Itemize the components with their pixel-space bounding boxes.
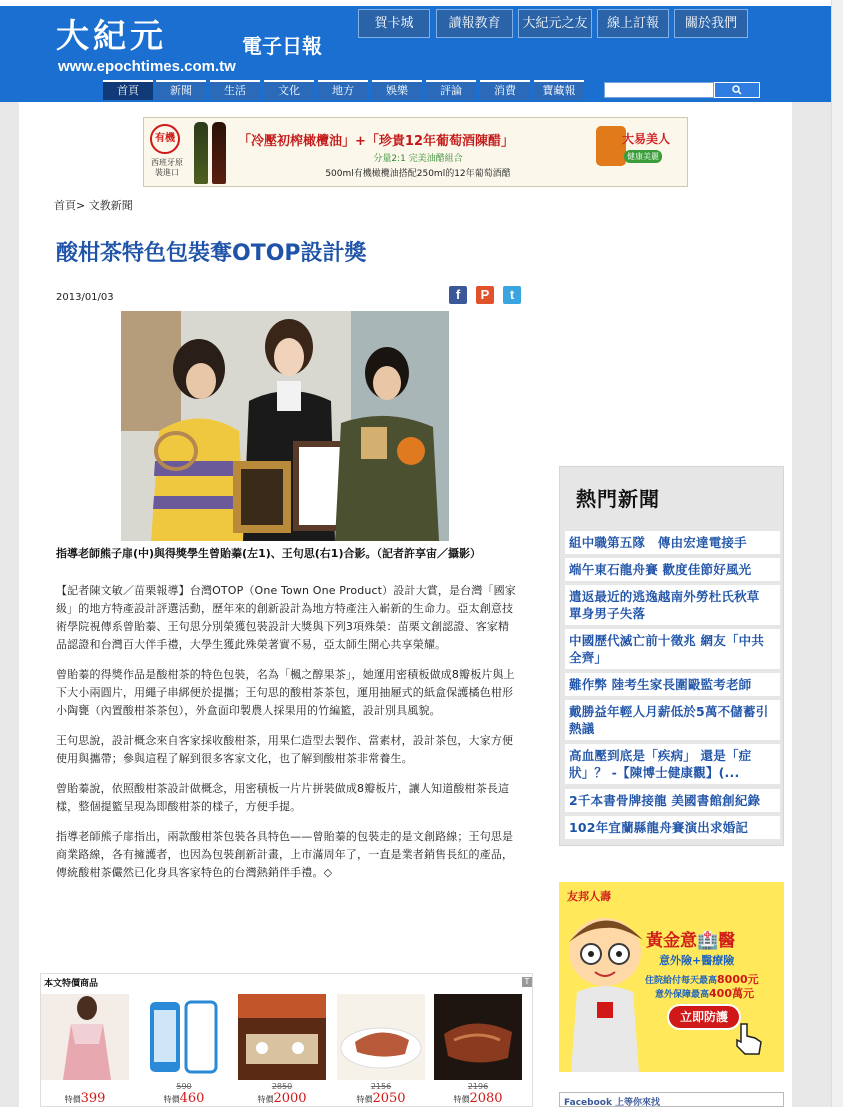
price-value: 2080 (469, 1091, 503, 1106)
logo-edition-text: 電子日報 (242, 34, 322, 58)
main-nav-news[interactable]: 新聞 (156, 80, 206, 100)
award-photo-illustration (121, 311, 449, 541)
top-nav-about[interactable]: 關於我們 (674, 9, 748, 38)
product-old-price: 590 (176, 1082, 192, 1091)
insurance-subhead: 意外險+醫療險 (659, 954, 735, 967)
product-old-price: 2156 (370, 1082, 392, 1091)
facebook-widget-title: Facebook 上等你來找 (564, 1098, 661, 1107)
breadcrumb-home[interactable]: 首頁 (54, 199, 76, 212)
price-value: 2050 (372, 1091, 406, 1106)
product-price (238, 1091, 326, 1106)
product-steak-image (434, 994, 522, 1080)
product-card[interactable] (337, 994, 425, 1106)
ad-subline: 分量2:1 完美油醋組合 (373, 154, 463, 164)
hot-news-item[interactable]: 高血壓到底是「疾病」 還是「症狀」？ -【陳博士健康觀】(... (565, 744, 780, 784)
main-nav-opinion[interactable]: 評論 (426, 80, 476, 100)
olive-oil-bottle-icon (194, 122, 208, 184)
hot-news-title: 熱門新聞 (576, 487, 660, 511)
insurance-line-1-text: 住院給付每天最高 (645, 976, 718, 986)
ad-brand-tagline: 健康美麗 (624, 150, 662, 163)
main-nav-consumer[interactable]: 消費 (480, 80, 530, 100)
search-button[interactable] (714, 82, 760, 98)
hot-news-item[interactable]: 2千本書骨牌接龍 美國書館創紀錄 (565, 789, 780, 812)
breadcrumb-section[interactable]: 文教新聞 (88, 199, 133, 212)
site-header (0, 0, 843, 102)
product-dress-image (41, 994, 129, 1080)
products-title: 本文特價商品 (44, 979, 99, 989)
product-card[interactable] (238, 994, 326, 1106)
breadcrumb (54, 197, 133, 213)
vinegar-bottle-icon (212, 122, 226, 184)
insurance-line-2-amount: 400萬元 (709, 987, 754, 1000)
product-price (41, 1091, 129, 1106)
article-title: 酸柑茶特色包裝奪OTOP設計獎 (56, 241, 367, 266)
hot-news-panel (559, 466, 784, 846)
insurance-line-1-amount: 8000元 (717, 973, 759, 986)
product-old-price: 2196 (467, 1082, 489, 1091)
main-nav-treasure[interactable]: 寶藏報 (534, 80, 584, 100)
hot-news-item[interactable]: 中國歷代滅亡前十徵兆 網友「中共全齊」 (565, 629, 780, 669)
search-icon (732, 85, 742, 95)
article-paragraph: 【記者陳文敏／苗栗報導】台灣OTOP（One Town One Product）設計大賞，是台灣「國家級」的地方特產設計評選活動，歷年來的創新設計為地方特產注入嶄新的生命力。亞太創意技術學院視傳系曾貽蓁、王句思分別榮獲包裝設計大獎與下列3項殊榮：苗栗文創認證、客家精品認證和台灣百大伴手禮，大學生獲此殊榮著實不易，亞太師生開心共享榮耀。 (56, 584, 516, 651)
product-price (140, 1091, 228, 1106)
products-info-icon[interactable]: T (522, 977, 532, 987)
product-old-price: 2850 (271, 1082, 293, 1091)
header-top-line (0, 0, 843, 6)
article-date: 2013/01/03 (56, 292, 114, 303)
olive-oil-ad-banner[interactable] (143, 117, 688, 187)
insurance-line-2-text: 意外保障最高 (655, 990, 710, 1000)
product-price (434, 1091, 522, 1106)
facebook-widget (559, 1092, 784, 1107)
main-nav-entertainment[interactable]: 娛樂 (372, 80, 422, 100)
article-paragraph: 曾貽蓁的得獎作品是酸柑茶的特色包裝，名為「楓之醇果茶」，她運用密積板做成8瓣板片與上下大小兩圓片，用繩子串綁便於提攜；王句思的酸柑茶茶包，運用抽屜式的紙盒保護橘色柑形小陶甕（內置酸柑茶茶包），外盒面印製農人採果用的竹編籃，設計別具風貌。 (56, 668, 515, 717)
hot-news-item[interactable]: 102年宜蘭縣龍舟賽演出求婚記 (565, 816, 780, 839)
product-phone-case-image (140, 994, 228, 1080)
facebook-icon[interactable]: f (449, 286, 467, 304)
article-paragraph: 曾貽蓁說，依照酸柑茶設計做概念，用密積板一片片拼裝做成8瓣板片，讓人知道酸柑茶長這樣，整個提籃呈現為即酸柑茶的樣子，方便手提。 (56, 782, 510, 813)
hot-news-item[interactable]: 遣返最近的逃逸越南外勞杜氏秋草 單身男子失落 (565, 585, 780, 625)
price-label: 特價 (257, 1095, 274, 1104)
ad-headline: 「冷壓初榨橄欖油」+「珍貴12年葡萄酒陳醋」 (238, 134, 514, 149)
main-nav-culture[interactable]: 文化 (264, 80, 314, 100)
insurance-headline: 黃金意🏥醫 (646, 931, 736, 951)
organic-badge: 有機 (150, 124, 180, 154)
logo-url-text: www.epochtimes.com.tw (58, 58, 236, 75)
top-nav-subscribe[interactable]: 線上訂報 (597, 9, 669, 38)
page-scrollbar[interactable] (831, 0, 843, 1107)
hot-news-item[interactable]: 組中職第五隊 傳由宏達電接手 (565, 531, 780, 554)
breadcrumb-separator: > (76, 199, 86, 212)
insurance-ad[interactable] (559, 882, 784, 1072)
origin-label: 西班牙原裝進口 (151, 158, 183, 177)
top-nav-greeting-cards[interactable]: 賀卡城 (358, 9, 430, 38)
related-products (40, 973, 533, 1107)
top-nav-friends[interactable]: 大紀元之友 (518, 9, 592, 38)
photo-caption: 指導老師熊子扉(中)與得獎學生曾貽蓁(左1)、王句思(右1)合影。（記者許享宙／攝影） (56, 547, 481, 560)
price-label: 特價 (356, 1095, 373, 1104)
logo-brand-text: 大紀元 (56, 16, 167, 55)
article-paragraph: 指導老師熊子扉指出，兩款酸柑茶包裝各具特色——曾貽蓁的包裝走的是文創路線；王句思是商業路線，各有擁護者，也因為包裝創新計畫，上市滿周年了，一直是業者銷售長紅的產品，傳統酸柑茶儼然已化身具客家特色的台灣熱銷伴手禮。◇ (56, 830, 514, 879)
product-card[interactable] (140, 994, 228, 1106)
insurance-line-2 (655, 985, 754, 1001)
product-card[interactable] (434, 994, 522, 1106)
price-label: 特價 (163, 1095, 180, 1104)
ad-subline-2: 500ml有機橄欖油搭配250ml的12年葡萄酒醋 (325, 169, 511, 179)
cartoon-character-icon (561, 906, 651, 1072)
hot-news-item[interactable]: 戴勝益年輕人月薪低於5萬不儲蓄引熱議 (565, 700, 780, 740)
top-nav-education[interactable]: 讀報教育 (436, 9, 513, 38)
article-paragraph: 王句思說，設計概念來自客家採收酸柑茶，用果仁造型去製作、當素材，設計茶包，大家方便使用與攜帶；參與這程了解到很多客家文化，也了解到酸柑茶非常養生。 (56, 734, 514, 765)
article-photo (121, 311, 449, 541)
main-nav-local[interactable]: 地方 (318, 80, 368, 100)
search-input[interactable] (604, 82, 714, 98)
hot-news-item[interactable]: 難作弊 陸考生家長圍毆監考老師 (565, 673, 780, 696)
product-price (337, 1091, 425, 1106)
product-card[interactable] (41, 994, 129, 1106)
main-nav-life[interactable]: 生活 (210, 80, 260, 100)
hot-news-item[interactable]: 端午東石龍舟賽 歡度佳節好風光 (565, 558, 780, 581)
pointer-hand-icon (735, 1022, 765, 1056)
insurance-cta-button[interactable]: 立即防護 (667, 1004, 741, 1030)
price-label: 特價 (453, 1095, 470, 1104)
price-label: 特價 (64, 1095, 81, 1104)
price-value: 460 (179, 1091, 205, 1106)
main-nav-home[interactable]: 首頁 (103, 80, 153, 100)
article-body (56, 582, 520, 894)
price-value: 2000 (273, 1091, 307, 1106)
twitter-icon[interactable]: t (503, 286, 521, 304)
price-value: 399 (80, 1091, 106, 1106)
ad-brand-name: 大易美人 (622, 132, 671, 146)
insurance-brand: 友邦人壽 (567, 890, 611, 903)
product-duck-dish-image (337, 994, 425, 1080)
plurk-icon[interactable]: P (476, 286, 494, 304)
site-logo[interactable] (56, 16, 322, 75)
product-restaurant-image (238, 994, 326, 1080)
